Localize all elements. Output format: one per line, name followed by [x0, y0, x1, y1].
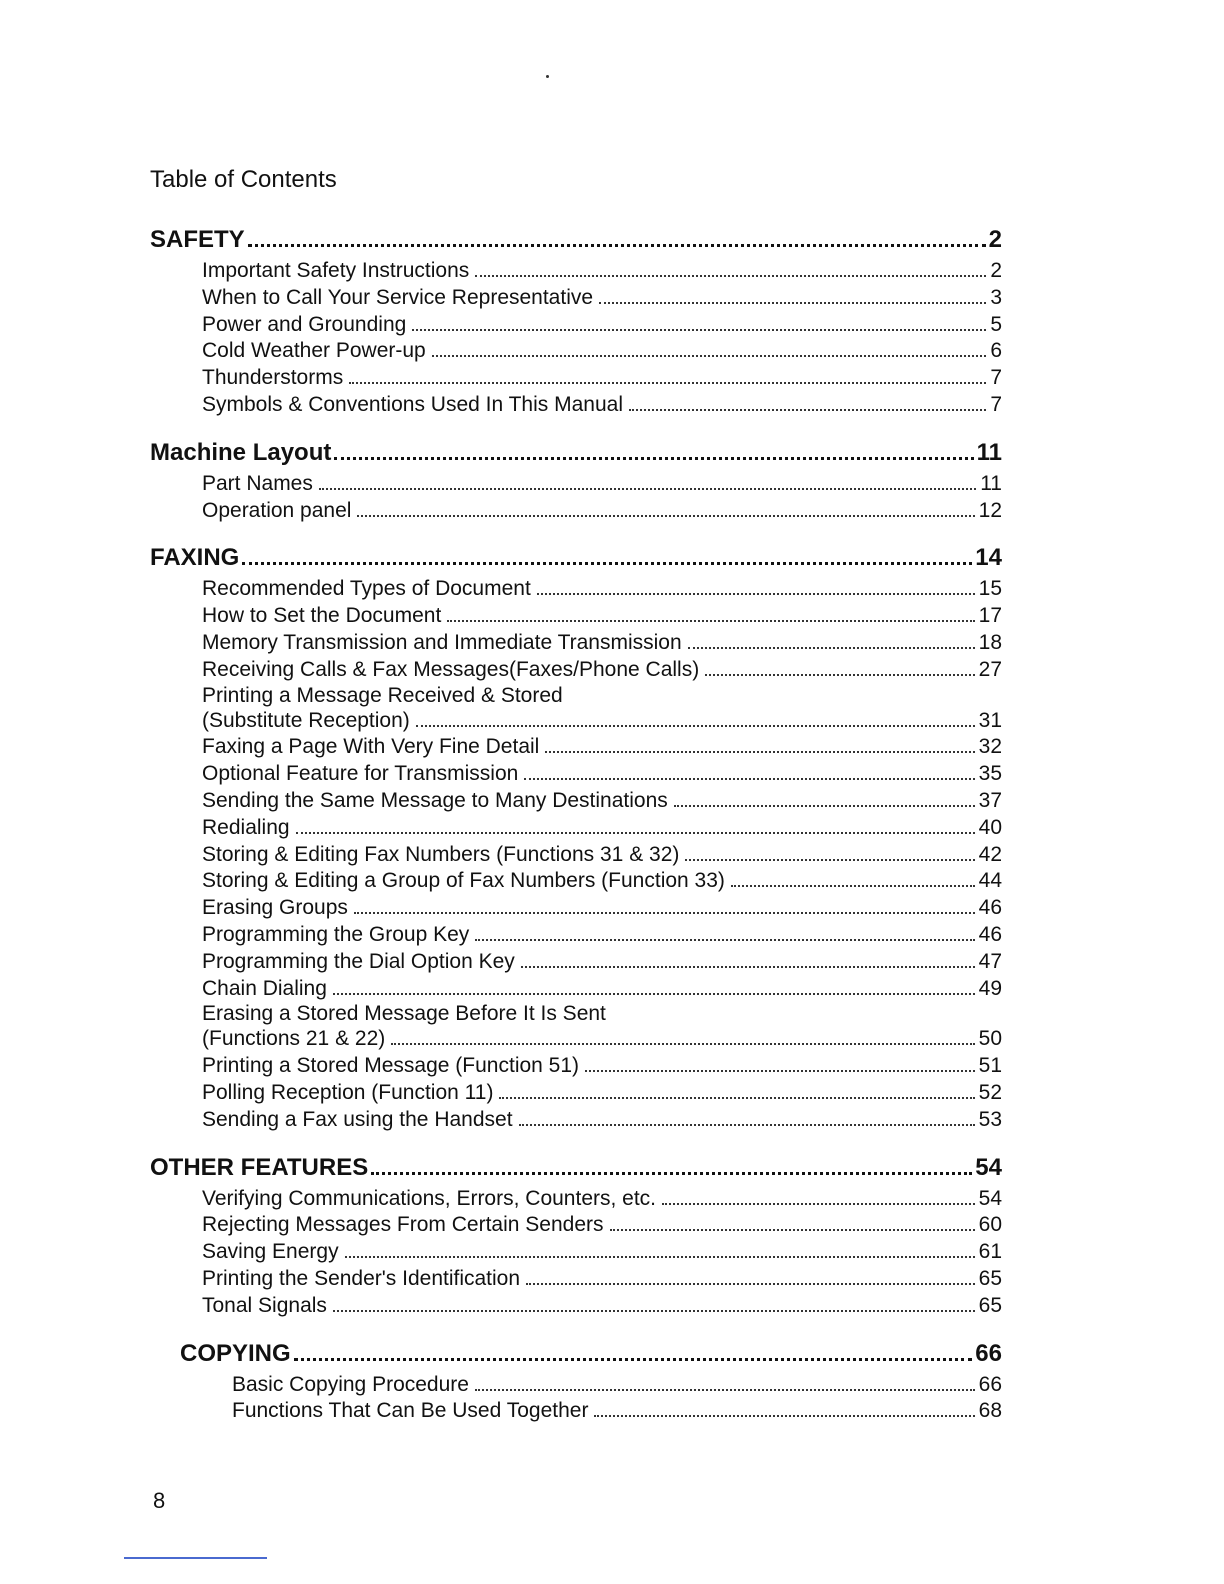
entry-label: Programming the Dial Option Key: [202, 949, 515, 973]
toc-section: [150, 222, 1002, 419]
entry-page: 18: [978, 630, 1002, 654]
section-title: OTHER FEATURES: [150, 1153, 369, 1181]
entry-page: 31: [978, 708, 1002, 732]
toc-entry: [202, 657, 1002, 684]
entry-page: 66: [978, 1372, 1002, 1396]
entry-label: Basic Copying Procedure: [232, 1372, 469, 1396]
entry-list: [180, 1372, 1002, 1426]
section-heading: [150, 222, 1002, 258]
toc-entry: [202, 1107, 1002, 1134]
entry-label: Erasing Groups: [202, 896, 348, 920]
dot-leader: [333, 993, 975, 995]
toc-section: [150, 1336, 1002, 1426]
dot-leader: [345, 1256, 975, 1258]
dot-leader: [705, 674, 974, 676]
page-title: Table of Contents: [150, 166, 337, 193]
entry-label: Verifying Communications, Errors, Counters, etc.: [202, 1186, 657, 1210]
toc-entry: [202, 312, 1002, 339]
entry-page: 46: [978, 922, 1002, 946]
entry-label: Symbols & Conventions Used In This Manual: [202, 392, 623, 416]
dot-leader: [242, 562, 972, 565]
toc-section: [150, 1150, 1002, 1320]
entry-page: 68: [978, 1399, 1002, 1423]
section-heading: [150, 1150, 1002, 1186]
toc-entry: [202, 1053, 1002, 1080]
toc-entry: [202, 471, 1002, 498]
toc-entry: [232, 1372, 1002, 1399]
toc-entry: [202, 1002, 1002, 1053]
section-title: Machine Layout: [150, 438, 332, 466]
section-page: 66: [975, 1339, 1002, 1367]
entry-page: 7: [990, 392, 1002, 416]
entry-page: 35: [978, 762, 1002, 786]
entry-page: 17: [978, 604, 1002, 628]
dot-leader: [357, 515, 974, 517]
dot-leader: [521, 966, 975, 968]
dot-leader: [432, 355, 987, 357]
toc-entry: [202, 761, 1002, 788]
toc-entry: [202, 1266, 1002, 1293]
dot-leader: [354, 912, 975, 914]
toc-entry: [202, 630, 1002, 657]
entry-page: 52: [978, 1080, 1002, 1104]
toc-entry: [202, 285, 1002, 312]
entry-label: Printing the Sender's Identification: [202, 1266, 521, 1290]
dot-leader: [685, 859, 974, 861]
entry-page: 44: [978, 869, 1002, 893]
dot-leader: [662, 1203, 975, 1205]
table-of-contents: [150, 222, 1002, 1441]
dot-leader: [499, 1097, 974, 1099]
entry-label: Saving Energy: [202, 1240, 339, 1264]
entry-page: 53: [978, 1107, 1002, 1131]
dot-leader: [731, 885, 975, 887]
toc-entry: [202, 1212, 1002, 1239]
entry-page: 42: [978, 842, 1002, 866]
entry-label: How to Set the Document: [202, 604, 442, 628]
toc-section: [150, 540, 1002, 1133]
page-number: 8: [153, 1488, 166, 1513]
dot-leader: [524, 778, 974, 780]
scan-speck: [546, 75, 549, 78]
entry-list: [150, 258, 1002, 419]
toc-entry: [202, 392, 1002, 419]
dot-leader: [334, 457, 973, 460]
entry-label: Storing & Editing Fax Numbers (Functions 31 & 32): [202, 842, 680, 866]
entry-list: [150, 471, 1002, 525]
entry-continuation: [202, 1026, 1002, 1053]
entry-page: 51: [978, 1054, 1002, 1078]
toc-entry: [202, 338, 1002, 365]
entry-label: When to Call Your Service Representative: [202, 285, 594, 309]
entry-label: Important Safety Instructions: [202, 259, 470, 282]
toc-entry: [202, 788, 1002, 815]
entry-label: Printing a Stored Message (Function 51): [202, 1054, 580, 1078]
entry-label: Erasing a Stored Message Before It Is Sent: [202, 1002, 606, 1026]
entry-label: Rejecting Messages From Certain Senders: [202, 1213, 604, 1237]
entry-page: 46: [978, 896, 1002, 920]
entry-label: Sending the Same Message to Many Destinations: [202, 788, 668, 812]
entry-page: 65: [978, 1266, 1002, 1290]
section-heading: [150, 435, 1002, 471]
entry-label: Functions That Can Be Used Together: [232, 1399, 589, 1423]
entry-label: Power and Grounding: [202, 312, 407, 336]
dot-leader: [371, 1172, 972, 1175]
dot-leader: [447, 620, 974, 622]
entry-label: Memory Transmission and Immediate Transmission: [202, 630, 682, 654]
dot-leader: [475, 939, 974, 941]
entry-label: Programming the Group Key: [202, 922, 470, 946]
toc-entry: [202, 1293, 1002, 1320]
section-title: COPYING: [180, 1339, 291, 1367]
entry-label: Thunderstorms: [202, 366, 344, 390]
dot-leader: [248, 244, 986, 247]
entry-label: Sending a Fax using the Handset: [202, 1107, 513, 1131]
entry-label: Tonal Signals: [202, 1293, 327, 1317]
toc-entry: [202, 365, 1002, 392]
entry-label: Cold Weather Power-up: [202, 339, 426, 363]
entry-label: Faxing a Page With Very Fine Detail: [202, 735, 540, 759]
toc-entry: [202, 842, 1002, 869]
toc-entry: [232, 1398, 1002, 1425]
toc-section: [150, 435, 1002, 525]
entry-page: 15: [978, 577, 1002, 601]
dot-leader: [349, 382, 986, 384]
entry-page: 11: [980, 471, 1002, 495]
toc-entry: [202, 1080, 1002, 1107]
dot-leader: [585, 1070, 975, 1072]
dot-leader: [475, 275, 986, 277]
entry-label: Recommended Types of Document: [202, 577, 531, 601]
dot-leader: [545, 751, 974, 753]
dot-leader: [475, 1389, 975, 1391]
entry-label: Printing a Message Received & Stored: [202, 683, 563, 707]
entry-page: 47: [978, 949, 1002, 973]
section-page: 54: [975, 1153, 1002, 1181]
dot-leader: [674, 805, 975, 807]
dot-leader: [526, 1283, 975, 1285]
toc-entry: [202, 684, 1002, 735]
entry-page: 32: [978, 735, 1002, 759]
dot-leader: [599, 302, 986, 304]
dot-leader: [412, 329, 986, 331]
dot-leader: [294, 1358, 973, 1361]
entry-page: 50: [978, 1027, 1002, 1051]
entry-list: [150, 576, 1002, 1133]
entry-continuation: [202, 708, 1002, 735]
entry-label: Chain Dialing: [202, 976, 327, 1000]
entry-label: Optional Feature for Transmission: [202, 762, 519, 786]
entry-page: 6: [990, 339, 1002, 363]
entry-page: 12: [978, 498, 1002, 522]
section-page: 14: [975, 544, 1002, 572]
entry-page: 5: [990, 312, 1002, 336]
dot-leader: [333, 1310, 975, 1312]
toc-entry: [202, 603, 1002, 630]
entry-page: 2: [990, 259, 1002, 282]
dot-leader: [594, 1415, 974, 1417]
entry-label: Part Names: [202, 471, 313, 495]
entry-label: Receiving Calls & Fax Messages(Faxes/Phone Calls): [202, 657, 700, 681]
section-title: SAFETY: [150, 226, 245, 253]
section-heading: [150, 540, 1002, 576]
dot-leader: [629, 409, 986, 411]
entry-page: 27: [978, 657, 1002, 681]
dot-leader: [519, 1124, 975, 1126]
toc-entry: [202, 258, 1002, 285]
dot-leader: [537, 593, 975, 595]
toc-entry: [202, 1186, 1002, 1213]
entry-page: 7: [990, 366, 1002, 390]
toc-entry: [202, 734, 1002, 761]
dot-leader: [319, 488, 976, 490]
dot-leader: [391, 1043, 974, 1045]
entry-page: 3: [990, 285, 1002, 309]
section-title: FAXING: [150, 544, 240, 572]
toc-entry: [202, 895, 1002, 922]
entry-page: 61: [978, 1240, 1002, 1264]
entry-page: 49: [978, 976, 1002, 1000]
entry-label: Polling Reception (Function 11): [202, 1080, 494, 1104]
toc-entry: [202, 576, 1002, 603]
dot-leader: [610, 1229, 975, 1231]
toc-entry: [202, 949, 1002, 976]
section-page: 2: [988, 226, 1002, 253]
bottom-rule: [124, 1557, 267, 1559]
section-heading: [180, 1336, 1002, 1372]
toc-entry: [202, 868, 1002, 895]
toc-entry: [202, 815, 1002, 842]
toc-entry: [202, 498, 1002, 525]
entry-page: 40: [978, 815, 1002, 839]
section-page: 11: [976, 438, 1002, 466]
entry-list: [150, 1186, 1002, 1320]
entry-page: 60: [978, 1213, 1002, 1237]
dot-leader: [688, 647, 975, 649]
entry-label: Redialing: [202, 815, 290, 839]
entry-label-continued: (Substitute Reception): [202, 708, 410, 732]
entry-page: 65: [978, 1293, 1002, 1317]
entry-page: 37: [978, 788, 1002, 812]
toc-entry: [202, 922, 1002, 949]
entry-label-continued: (Functions 21 & 22): [202, 1027, 386, 1051]
dot-leader: [296, 832, 975, 834]
entry-page: 54: [978, 1186, 1002, 1210]
entry-label: Storing & Editing a Group of Fax Numbers (Function 33): [202, 869, 725, 893]
dot-leader: [416, 725, 975, 727]
entry-label: Operation panel: [202, 498, 352, 522]
toc-entry: [202, 976, 1002, 1003]
toc-entry: [202, 1239, 1002, 1266]
